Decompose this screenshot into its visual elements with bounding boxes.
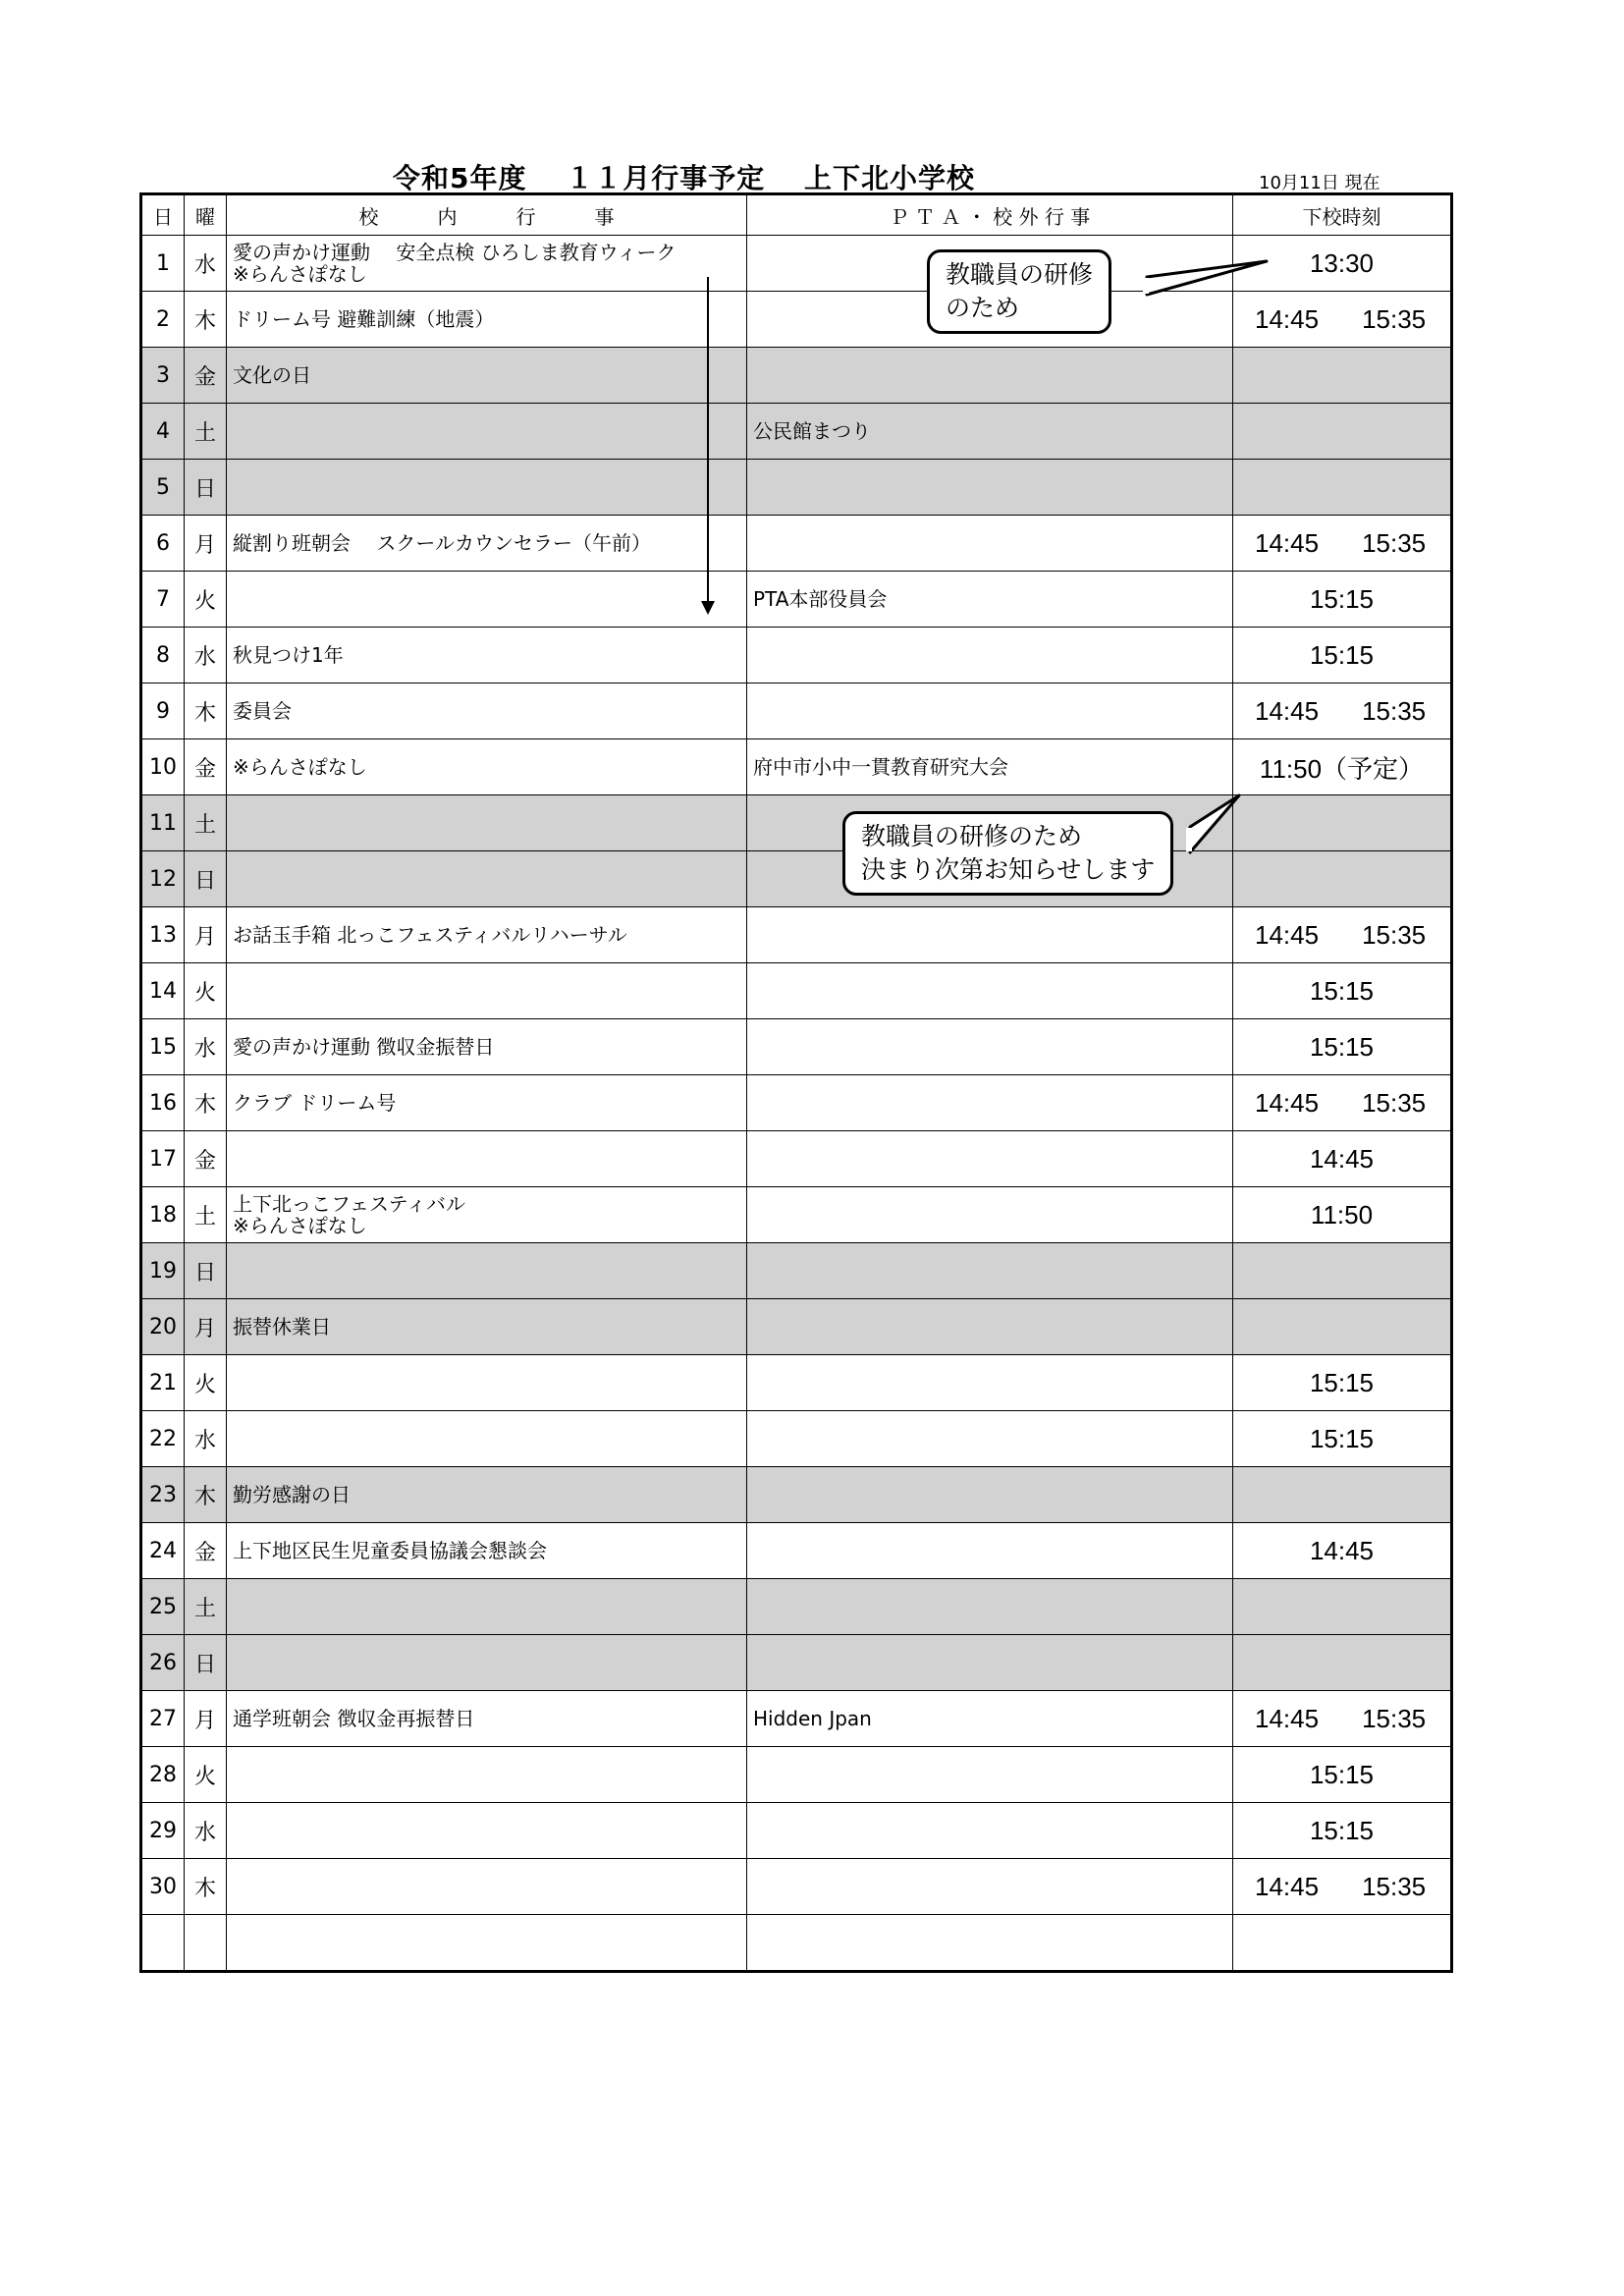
school-event-cell: 文化の日 (227, 348, 747, 404)
pta-event-cell (747, 1075, 1233, 1131)
table-row (141, 1523, 1452, 1579)
day-cell: 9 (141, 683, 185, 739)
table-row (141, 1299, 1452, 1355)
time-value: 15:15 (1309, 1423, 1375, 1453)
weekday-cell: 土 (185, 404, 227, 460)
day-cell: 19 (141, 1243, 185, 1299)
table-row (141, 1635, 1452, 1691)
dismissal-time-cell (1233, 1635, 1452, 1691)
schedule-table (139, 192, 1453, 1973)
time-value: 14:45 (1255, 527, 1320, 558)
table-row (141, 516, 1452, 572)
dismissal-time-cell (1233, 1915, 1452, 1972)
dismissal-time-cell (1233, 572, 1452, 628)
weekday-cell: 金 (185, 739, 227, 795)
day-cell: 25 (141, 1579, 185, 1635)
school-event-cell (227, 1355, 747, 1411)
school-event-cell (227, 1747, 747, 1803)
day-cell: 3 (141, 348, 185, 404)
dismissal-time-cell (1233, 1355, 1452, 1411)
table-row (141, 1075, 1452, 1131)
time-value: 15:35 (1362, 1703, 1427, 1733)
weekday-cell: 金 (185, 1131, 227, 1187)
table-row (141, 739, 1452, 795)
time-value: 15:15 (1309, 1031, 1375, 1062)
day-cell: 1 (141, 236, 185, 292)
dismissal-time-cell (1233, 628, 1452, 683)
dismissal-time-cell (1233, 1467, 1452, 1523)
school-event-cell (227, 404, 747, 460)
dismissal-time-cell (1233, 1411, 1452, 1467)
day-cell (141, 1915, 185, 1972)
dismissal-time-cell (1233, 1579, 1452, 1635)
school-event-cell: 秋見つけ1年 (227, 628, 747, 683)
header-school-events: 校 内 行 事 (227, 194, 747, 236)
day-cell: 28 (141, 1747, 185, 1803)
school-event-cell: 愛の声かけ運動 安全点検 ひろしま教育ウィーク ※らんさぽなし (227, 236, 747, 292)
day-cell: 10 (141, 739, 185, 795)
school-event-cell (227, 963, 747, 1019)
table-row (141, 795, 1452, 851)
time-value: 14:45 (1309, 1143, 1375, 1174)
time-value: 11:50（予定） (1259, 753, 1425, 784)
weekday-cell: 金 (185, 348, 227, 404)
school-event-cell: ドリーム号 避難訓練（地震） (227, 292, 747, 348)
table-row (141, 460, 1452, 516)
table-row (141, 1411, 1452, 1467)
day-cell: 24 (141, 1523, 185, 1579)
dismissal-time-cell (1233, 1243, 1452, 1299)
dismissal-time-cell (1233, 739, 1452, 795)
dismissal-time-cell (1233, 292, 1452, 348)
header-day: 日 (141, 194, 185, 236)
school-event-cell: クラブ ドリーム号 (227, 1075, 747, 1131)
pta-event-cell (747, 1187, 1233, 1243)
school-event-cell (227, 1803, 747, 1859)
pta-event-cell (747, 1915, 1233, 1972)
table-row (141, 1243, 1452, 1299)
weekday-cell: 火 (185, 963, 227, 1019)
pta-event-cell (747, 1803, 1233, 1859)
table-row (141, 348, 1452, 404)
time-value: 15:35 (1362, 1871, 1427, 1901)
weekday-cell: 木 (185, 292, 227, 348)
day-cell: 6 (141, 516, 185, 572)
weekday-cell: 水 (185, 1411, 227, 1467)
pta-event-cell (747, 963, 1233, 1019)
dismissal-time-cell (1233, 907, 1452, 963)
time-value: 14:45 (1255, 1087, 1320, 1118)
table-row (141, 1691, 1452, 1747)
weekday-cell: 日 (185, 460, 227, 516)
school-event-cell (227, 460, 747, 516)
dismissal-time-cell (1233, 460, 1452, 516)
dismissal-time-cell (1233, 1747, 1452, 1803)
pta-event-cell (747, 460, 1233, 516)
weekday-cell: 月 (185, 516, 227, 572)
pta-event-cell (747, 628, 1233, 683)
as-of-date: 10月11日 現在 (1259, 173, 1380, 193)
pta-event-cell (747, 1523, 1233, 1579)
school-event-cell: 勤労感謝の日 (227, 1467, 747, 1523)
dismissal-time-cell (1233, 1187, 1452, 1243)
weekday-cell: 日 (185, 1635, 227, 1691)
table-row (141, 851, 1452, 907)
table-row (141, 1131, 1452, 1187)
day-cell: 23 (141, 1467, 185, 1523)
time-value: 14:45 (1255, 919, 1320, 950)
school-event-cell: 縦割り班朝会 スクールカウンセラー（午前） (227, 516, 747, 572)
weekday-cell: 水 (185, 1803, 227, 1859)
time-value: 15:35 (1362, 919, 1427, 950)
pta-event-cell (747, 516, 1233, 572)
dismissal-time-cell (1233, 1131, 1452, 1187)
weekday-cell: 火 (185, 572, 227, 628)
header-dow: 曜 (185, 194, 227, 236)
weekday-cell (185, 1915, 227, 1972)
dismissal-time-cell (1233, 851, 1452, 907)
page-title: 令和5年度 １１月行事予定 上下北小学校 (393, 162, 975, 194)
pta-event-cell (747, 1411, 1233, 1467)
dismissal-time-cell (1233, 1075, 1452, 1131)
weekday-cell: 日 (185, 851, 227, 907)
weekday-cell: 土 (185, 1187, 227, 1243)
time-value: 15:35 (1362, 303, 1427, 334)
time-value: 14:45 (1255, 1703, 1320, 1733)
time-value: 15:15 (1309, 1367, 1375, 1397)
day-cell: 12 (141, 851, 185, 907)
dismissal-time-cell (1233, 795, 1452, 851)
weekday-cell: 木 (185, 683, 227, 739)
pta-event-cell: PTA本部役員会 (747, 572, 1233, 628)
time-value: 15:35 (1362, 695, 1427, 726)
school-event-cell (227, 1635, 747, 1691)
table-row (141, 963, 1452, 1019)
dismissal-time-cell (1233, 1803, 1452, 1859)
school-event-cell: 上下北っこフェスティバル ※らんさぽなし (227, 1187, 747, 1243)
school-event-cell (227, 1131, 747, 1187)
school-event-cell (227, 851, 747, 907)
day-cell: 11 (141, 795, 185, 851)
day-cell: 5 (141, 460, 185, 516)
pta-event-cell (747, 1635, 1233, 1691)
callout-training-1: 教職員の研修 のため (927, 249, 1111, 334)
school-event-cell (227, 1579, 747, 1635)
pta-event-cell (747, 1579, 1233, 1635)
school-event-cell: 通学班朝会 徴収金再振替日 (227, 1691, 747, 1747)
table-row (141, 907, 1452, 963)
pta-event-cell (747, 1243, 1233, 1299)
day-cell: 22 (141, 1411, 185, 1467)
dismissal-time-cell (1233, 404, 1452, 460)
time-value: 13:30 (1309, 247, 1375, 278)
time-value: 15:15 (1309, 1759, 1375, 1789)
day-cell: 26 (141, 1635, 185, 1691)
weekday-cell: 金 (185, 1523, 227, 1579)
time-value: 15:15 (1309, 583, 1375, 614)
callout-training-2: 教職員の研修のため 決まり次第お知らせします (842, 811, 1173, 896)
school-event-cell: ※らんさぽなし (227, 739, 747, 795)
day-cell: 17 (141, 1131, 185, 1187)
time-value: 15:15 (1309, 1815, 1375, 1845)
school-event-cell: お話玉手箱 北っこフェスティバルリハーサル (227, 907, 747, 963)
school-event-cell (227, 572, 747, 628)
pta-event-cell (747, 1859, 1233, 1915)
weekday-cell: 火 (185, 1355, 227, 1411)
weekday-cell: 月 (185, 1299, 227, 1355)
day-cell: 16 (141, 1075, 185, 1131)
day-cell: 8 (141, 628, 185, 683)
weekday-cell: 木 (185, 1075, 227, 1131)
day-cell: 30 (141, 1859, 185, 1915)
pta-event-cell (747, 348, 1233, 404)
pta-event-cell: 公民館まつり (747, 404, 1233, 460)
weekday-cell: 火 (185, 1747, 227, 1803)
school-event-cell (227, 1915, 747, 1972)
table-row (141, 292, 1452, 348)
dismissal-time-cell (1233, 236, 1452, 292)
weekday-cell: 木 (185, 1467, 227, 1523)
weekday-cell: 日 (185, 1243, 227, 1299)
dismissal-time-cell (1233, 683, 1452, 739)
weekday-cell: 水 (185, 236, 227, 292)
header-dismissal-time: 下校時刻 (1233, 194, 1452, 236)
header-pta-events: Ｐ Ｔ Ａ ・ 校 外 行 事 (747, 194, 1233, 236)
day-cell: 14 (141, 963, 185, 1019)
pta-event-cell (747, 1355, 1233, 1411)
day-cell: 27 (141, 1691, 185, 1747)
time-value: 15:15 (1309, 639, 1375, 670)
weekday-cell: 月 (185, 1691, 227, 1747)
table-row (141, 683, 1452, 739)
weekday-cell: 木 (185, 1859, 227, 1915)
table-row (141, 572, 1452, 628)
day-cell: 18 (141, 1187, 185, 1243)
table-row (141, 236, 1452, 292)
time-value: 15:35 (1362, 527, 1427, 558)
dismissal-time-cell (1233, 348, 1452, 404)
time-value: 14:45 (1309, 1535, 1375, 1565)
day-cell: 15 (141, 1019, 185, 1075)
table-row (141, 1803, 1452, 1859)
school-event-cell: 愛の声かけ運動 徴収金振替日 (227, 1019, 747, 1075)
weekday-cell: 水 (185, 628, 227, 683)
dismissal-time-cell (1233, 1523, 1452, 1579)
time-value: 14:45 (1255, 695, 1320, 726)
day-cell: 7 (141, 572, 185, 628)
day-cell: 13 (141, 907, 185, 963)
header-row (141, 194, 1452, 236)
time-value: 14:45 (1255, 303, 1320, 334)
pta-event-cell: 府中市小中一貫教育研究大会 (747, 739, 1233, 795)
dismissal-time-cell (1233, 1691, 1452, 1747)
table-row (141, 1467, 1452, 1523)
table-row (141, 1579, 1452, 1635)
school-event-cell: 振替休業日 (227, 1299, 747, 1355)
time-value: 15:15 (1309, 975, 1375, 1006)
time-value: 15:35 (1362, 1087, 1427, 1118)
pta-event-cell (747, 1467, 1233, 1523)
dismissal-time-cell (1233, 1019, 1452, 1075)
weekday-cell: 土 (185, 1579, 227, 1635)
school-event-cell (227, 1859, 747, 1915)
pta-event-cell (747, 1131, 1233, 1187)
table-row (141, 1747, 1452, 1803)
day-cell: 20 (141, 1299, 185, 1355)
weekday-cell: 月 (185, 907, 227, 963)
day-cell: 21 (141, 1355, 185, 1411)
table-row (141, 628, 1452, 683)
weekday-cell: 土 (185, 795, 227, 851)
dismissal-time-cell (1233, 516, 1452, 572)
school-event-cell (227, 1411, 747, 1467)
school-event-cell (227, 1243, 747, 1299)
dismissal-time-cell (1233, 1859, 1452, 1915)
table-row (141, 1859, 1452, 1915)
pta-event-cell (747, 683, 1233, 739)
table-row (141, 1187, 1452, 1243)
school-event-cell (227, 795, 747, 851)
time-value: 14:45 (1255, 1871, 1320, 1901)
table-row (141, 1915, 1452, 1972)
pta-event-cell (747, 1747, 1233, 1803)
school-event-cell: 上下地区民生児童委員協議会懇談会 (227, 1523, 747, 1579)
pta-event-cell (747, 1299, 1233, 1355)
school-event-cell: 委員会 (227, 683, 747, 739)
table-row (141, 404, 1452, 460)
time-value: 11:50 (1310, 1199, 1374, 1230)
day-cell: 29 (141, 1803, 185, 1859)
weekday-cell: 水 (185, 1019, 227, 1075)
pta-event-cell: Hidden Jpan (747, 1691, 1233, 1747)
dismissal-time-cell (1233, 963, 1452, 1019)
pta-event-cell (747, 907, 1233, 963)
dismissal-time-cell (1233, 1299, 1452, 1355)
table-row (141, 1355, 1452, 1411)
table-row (141, 1019, 1452, 1075)
day-cell: 4 (141, 404, 185, 460)
day-cell: 2 (141, 292, 185, 348)
pta-event-cell (747, 1019, 1233, 1075)
